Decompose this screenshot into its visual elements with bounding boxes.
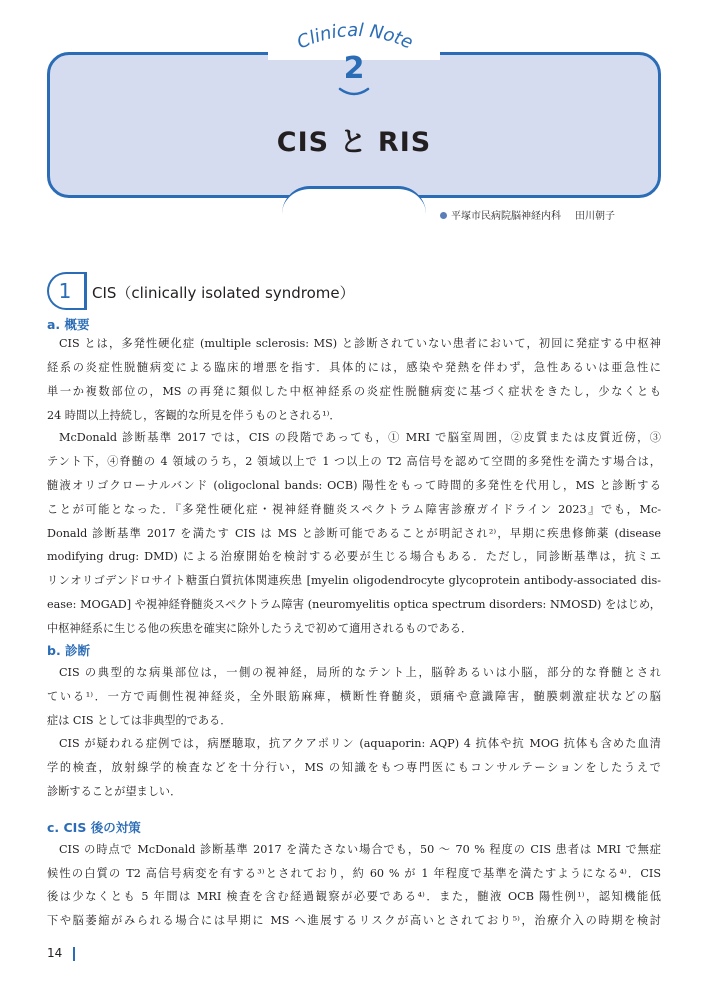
body-line: 学的検査，放射線学的検査などを十分行い，MS の知識をもつ専門医にもコンサルテーションをしたうえで: [47, 761, 661, 774]
clinical-note-text: Clinical Note: [294, 19, 417, 54]
author-line: [440, 207, 680, 222]
section-divider: [84, 272, 87, 310]
body-line: 経系の炎症性脱髄病変による臨床的增悪を指す．具体的には，感染や発熱を伴わず，急性あるいは亜急性に: [47, 361, 661, 374]
smile-curve-icon: [337, 86, 371, 98]
body-line: リンオリゴデンドロサイト糖蛋白質抗体関連疾患 [myelin oligodendrocyte glycoprotein antibody-associated dis-: [47, 574, 661, 587]
body-line: Donald 診断基準 2017 を満たす CIS は MS と診断可能であることが明記され²⁾，早期に疾患修飾薬 (disease: [47, 527, 661, 540]
page-number-bar: [73, 947, 75, 961]
bullet-dot-icon: [440, 212, 447, 219]
subheading-b: b. 診断: [47, 643, 91, 658]
body-line: 24 時間以上持続し，客観的な所見を伴うものとされる¹⁾．: [47, 409, 341, 422]
body-line: McDonald 診断基準 2017 では，CIS の段階であっても，① MRI で脳室周囲，②皮質または皮質近傍，③: [59, 431, 661, 444]
body-line: 単一か複数部位の，MS の再発に類似した中枢神経系の炎症性脱髄病変に基づく症状をきたし，少なくとも: [47, 385, 661, 398]
section-number: 1: [58, 279, 72, 303]
body-line: ease: MOGAD] や視神経脊髄炎スペクトラム障害 (neuromyelitis optica spectrum disorders: NMOSD) をはじめ，: [47, 598, 661, 611]
body-line: CIS の典型的な病巣部位は，一側の視神経，局所的なテント上，脳幹あるいは小脳，部分的な脊髄とされ: [59, 666, 661, 679]
header-bottom-tab: [282, 186, 426, 214]
body-line: ている¹⁾．一方で両側性視神経炎，全外眼筋麻痺，横断性脊髄炎，頭痛や意識障害，髄膜刺激症状などの脳: [47, 690, 661, 703]
author-affiliation: 平塚市民病院脳神経内科: [451, 211, 561, 222]
body-line: ことが可能となった．『多発性硬化症・視神経脊髄炎スペクトラム障害診療ガイドライン 2023』でも，Mc-: [47, 503, 661, 516]
body-line: 中枢神経系に生じる他の疾患を確実に除外したうえで初めて適用されるものである．: [47, 622, 473, 635]
page-title: CIS と RIS: [276, 127, 432, 158]
author-name: 田川朝子: [575, 211, 615, 222]
body-line: 髄液オリゴクローナルバンド (oligoclonal bands: OCB) 陽性をもって時間的多発性を代用し，MS と診断する: [47, 479, 661, 492]
subheading-a: a. 概要: [47, 317, 90, 332]
body-line: CIS の時点で McDonald 診断基準 2017 を満たさない場合でも，50 ～ 70 % 程度の CIS 患者は MRI で無症: [59, 843, 661, 856]
svg-text:Clinical Note: [294, 20, 416, 54]
body-line: modifying drug: DMD) による治療開始を検討する必要が生じる場合もある．ただし，同診断基準は，抗ミエ: [47, 550, 661, 563]
section-title: CIS（clinically isolated syndrome）: [92, 284, 355, 302]
body-line: CIS が疑われる症例では，病歴聴取，抗アクアポリン (aquaporin: AQP) 4 抗体や抗 MOG 抗体も含めた血清: [59, 737, 661, 750]
body-line: 症は CIS としては非典型的である．: [47, 714, 232, 727]
body-line: 下や脳萎縮がみられる場合には早期に MS へ進展するリスクが高いとされており⁵⁾，治療介入の時期を検討: [47, 914, 661, 927]
note-number: 2: [343, 51, 365, 86]
page-number: 14: [47, 946, 63, 960]
body-line: テント下，④脊髄の 4 領域のうち，2 領域以上で 1 つ以上の T2 高信号を認めて空間的多発性を満たす場合は，: [47, 455, 661, 468]
body-line: CIS とは，多発性硬化症 (multiple sclerosis: MS) と診断されていない患者において，初回に発症する中枢神: [59, 337, 661, 350]
body-line: 診断することが望ましい．: [47, 785, 182, 798]
subheading-c: c. CIS 後の対策: [47, 820, 141, 835]
body-line: 候性の白質の T2 高信号病変を有する³⁾とされており，約 60 % が 1 年程度で基準を満たすようになる⁴⁾．CIS: [47, 867, 661, 880]
body-line: 後は少なくとも 5 年間は MRI 検査を含む経過観察が必要である⁴⁾．また，髄液 OCB 陽性例¹⁾，認知機能低: [47, 890, 661, 903]
